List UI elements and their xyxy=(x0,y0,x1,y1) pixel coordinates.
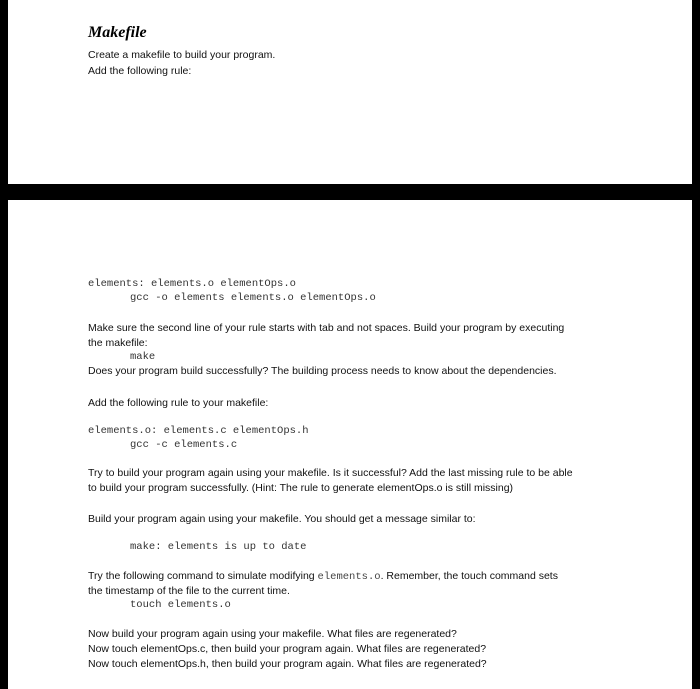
page-title: Makefile xyxy=(88,24,147,41)
touch-line-1 xyxy=(88,569,558,584)
tab-note-line-2: the makefile: xyxy=(88,337,148,349)
build-question: Does your program build successfully? The building process needs to know about the dependencies. xyxy=(88,365,557,377)
intro-line-1: Create a makefile to build your program. xyxy=(88,49,276,61)
code-touch: touch elements.o xyxy=(130,599,231,611)
code-rule1-line1: elements: elements.o elementOps.o xyxy=(88,278,296,290)
add-rule-text: Add the following rule to your makefile: xyxy=(88,397,269,409)
question-3: Now touch elementOps.h, then build your program again. What files are regenerated? xyxy=(88,658,487,670)
touch-line-2: the timestamp of the file to the current time. xyxy=(88,585,290,597)
tab-note-line-1: Make sure the second line of your rule starts with tab and not spaces. Build your program by executing xyxy=(88,322,565,334)
question-1: Now build your program again using your makefile. What files are regenerated? xyxy=(88,628,457,640)
code-rule2-line2: gcc -c elements.c xyxy=(130,439,238,451)
page-top xyxy=(8,0,692,184)
code-make: make xyxy=(130,351,156,363)
page-bottom xyxy=(8,200,692,689)
touch-line-1-code: elements.o xyxy=(317,571,381,583)
touch-line-1-before: Try the following command to simulate modifying xyxy=(88,570,318,582)
build-again-text: Build your program again using your makefile. You should get a message similar to: xyxy=(88,513,476,525)
try-again-line-1: Try to build your program again using your makefile. Is it successful? Add the last missing rule to be able xyxy=(88,467,573,479)
question-2: Now touch elementOps.c, then build your program again. What files are regenerated? xyxy=(88,643,487,655)
touch-line-1-after: . Remember, the touch command sets xyxy=(380,570,558,582)
intro-line-2: Add the following rule: xyxy=(88,65,192,77)
code-make-message: make: elements is up to date xyxy=(130,541,307,553)
code-rule2-line1: elements.o: elements.c elementOps.h xyxy=(88,425,309,437)
try-again-line-2: to build your program successfully. (Hint: The rule to generate elementOps.o is still missing) xyxy=(88,482,514,494)
code-rule1-line2: gcc -o elements elements.o elementOps.o xyxy=(130,292,376,304)
